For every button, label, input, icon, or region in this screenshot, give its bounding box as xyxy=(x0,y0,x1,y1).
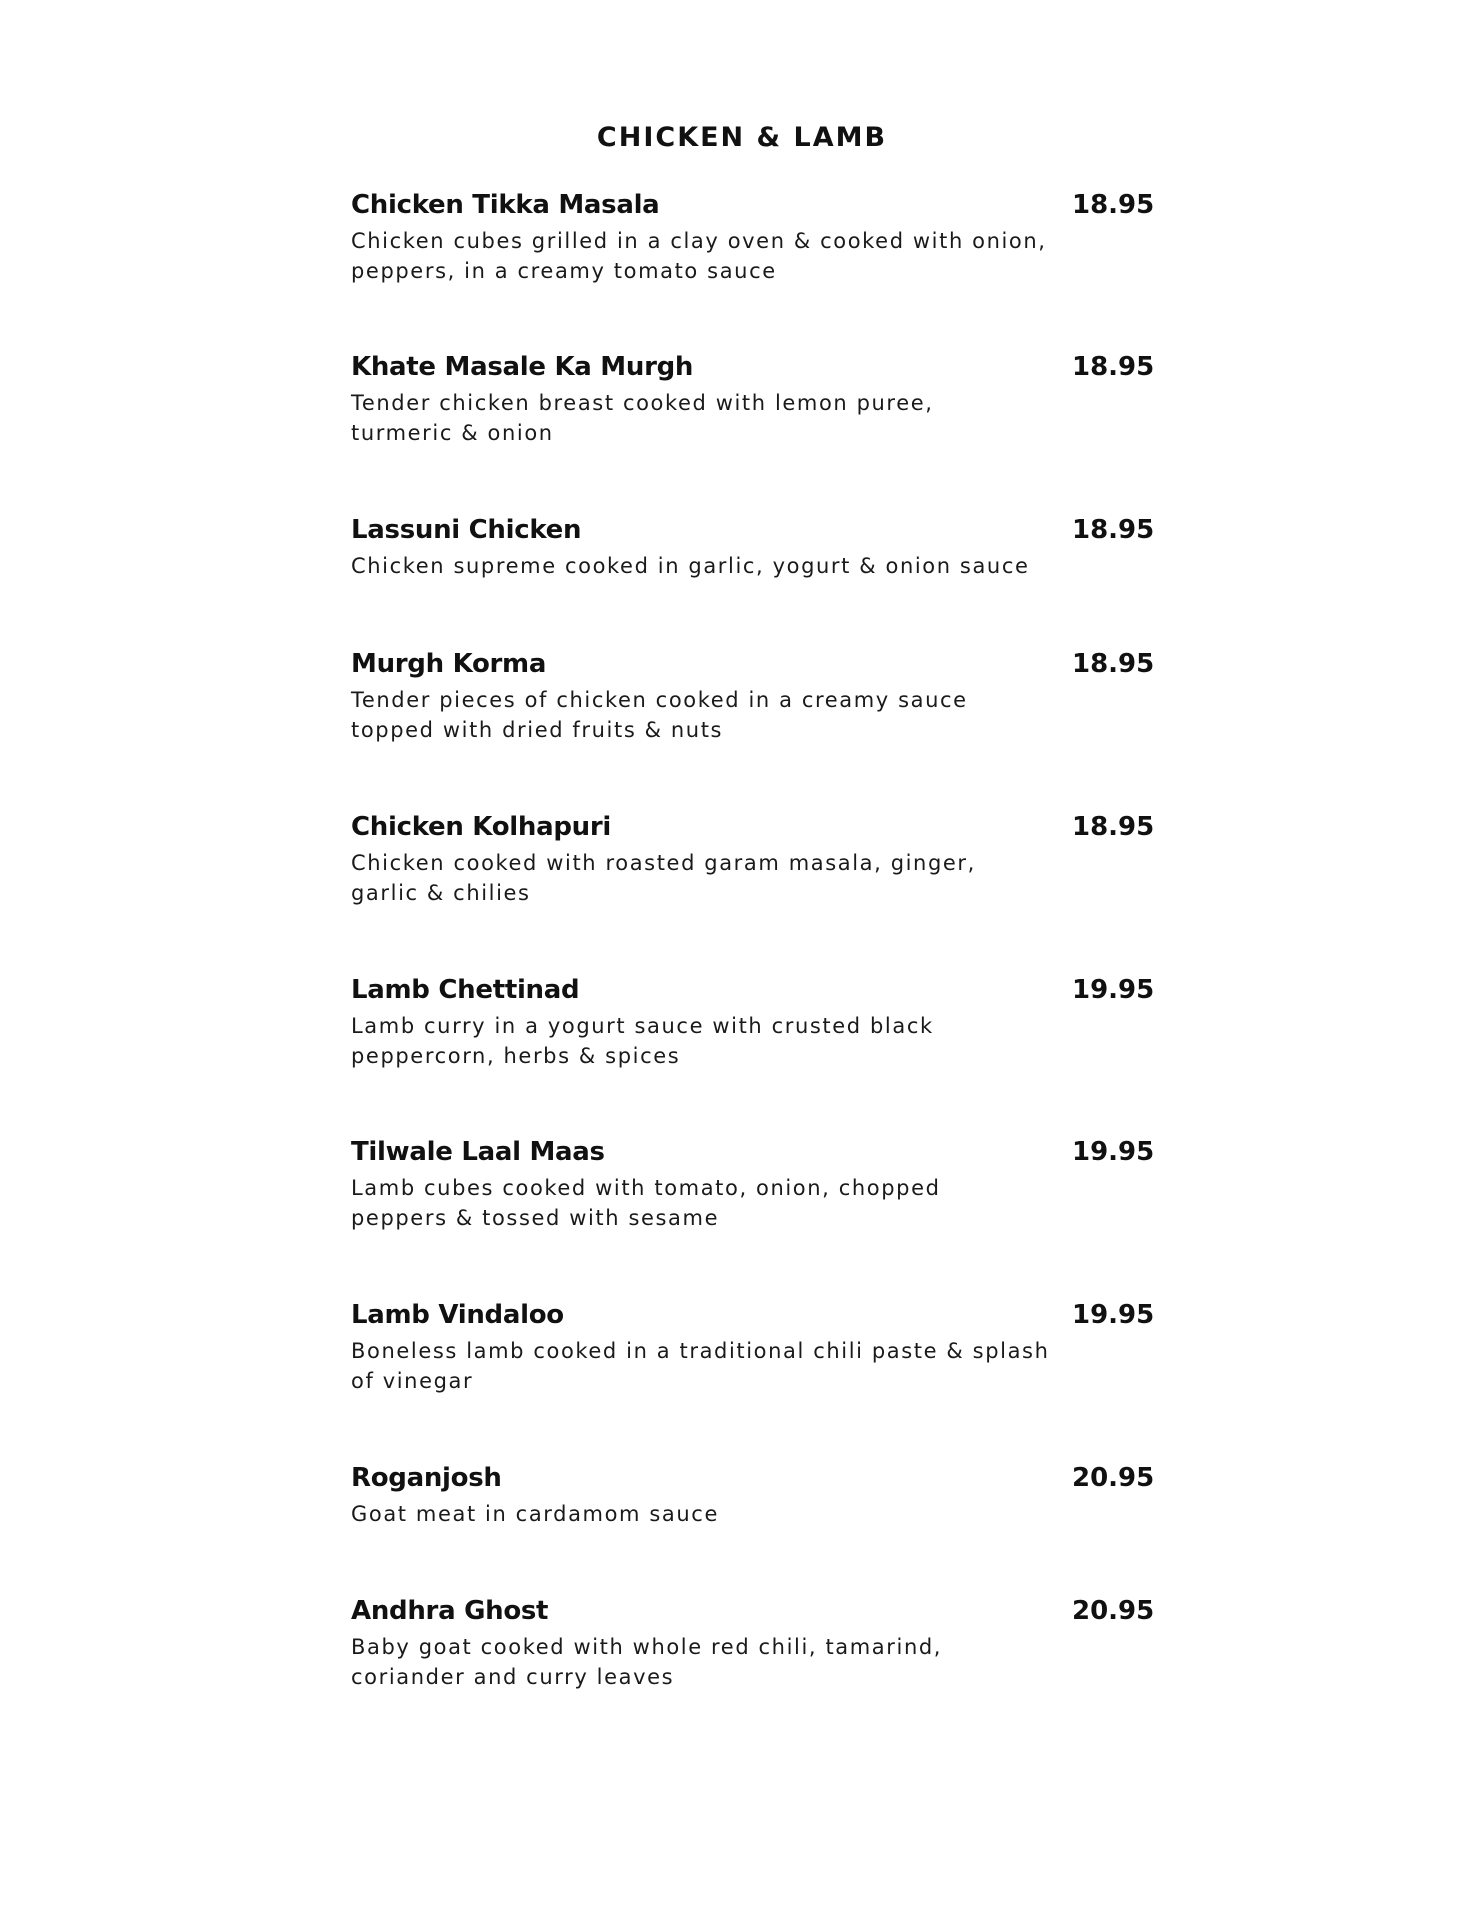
item-description-line: peppers, in a creamy tomato sauce xyxy=(351,259,777,283)
item-price: 19.95 xyxy=(1072,975,1155,1005)
item-description-line: Baby goat cooked with whole red chili, tamarind, xyxy=(351,1635,943,1659)
item-name: Lamb Vindaloo xyxy=(351,1300,564,1330)
item-price: 19.95 xyxy=(1072,1300,1155,1330)
item-description-line: Lamb curry in a yogurt sauce with crusted black xyxy=(351,1014,934,1038)
item-price: 18.95 xyxy=(1072,812,1155,842)
item-description-line: Boneless lamb cooked in a traditional chili paste & splash xyxy=(351,1339,1050,1363)
item-name: Andhra Ghost xyxy=(351,1596,549,1626)
item-name: Lassuni Chicken xyxy=(351,515,582,545)
item-description xyxy=(351,388,1071,448)
item-price: 18.95 xyxy=(1072,649,1155,679)
item-price: 20.95 xyxy=(1072,1463,1155,1493)
item-description-line: turmeric & onion xyxy=(351,421,554,445)
item-description xyxy=(351,551,1071,581)
item-description xyxy=(351,1173,1071,1233)
item-price: 18.95 xyxy=(1072,515,1155,545)
item-description-line: Goat meat in cardamom sauce xyxy=(351,1502,719,1526)
item-description-line: Tender chicken breast cooked with lemon puree, xyxy=(351,391,934,415)
item-description xyxy=(351,226,1071,286)
item-price: 20.95 xyxy=(1072,1596,1155,1626)
item-description xyxy=(351,1499,1071,1529)
item-description-line: peppers & tossed with sesame xyxy=(351,1206,720,1230)
item-name: Chicken Tikka Masala xyxy=(351,190,660,220)
item-description-line: Chicken cooked with roasted garam masala, ginger, xyxy=(351,851,976,875)
item-description-line: Lamb cubes cooked with tomato, onion, chopped xyxy=(351,1176,941,1200)
item-description-line: garlic & chilies xyxy=(351,881,531,905)
item-price: 18.95 xyxy=(1072,190,1155,220)
item-description-line: coriander and curry leaves xyxy=(351,1665,675,1689)
item-price: 18.95 xyxy=(1072,352,1155,382)
item-name: Roganjosh xyxy=(351,1463,502,1493)
item-name: Lamb Chettinad xyxy=(351,975,580,1005)
item-description-line: topped with dried fruits & nuts xyxy=(351,718,724,742)
item-description xyxy=(351,685,1071,745)
item-description-line: Tender pieces of chicken cooked in a creamy sauce xyxy=(351,688,968,712)
item-description-line: Chicken cubes grilled in a clay oven & cooked with onion, xyxy=(351,229,1047,253)
item-description-line: peppercorn, herbs & spices xyxy=(351,1044,681,1068)
item-price: 19.95 xyxy=(1072,1137,1155,1167)
section-title: CHICKEN & LAMB xyxy=(596,122,888,153)
item-name: Tilwale Laal Maas xyxy=(351,1137,605,1167)
item-description-line: Chicken supreme cooked in garlic, yogurt & onion sauce xyxy=(351,554,1030,578)
item-name: Chicken Kolhapuri xyxy=(351,812,611,842)
item-description-line: of vinegar xyxy=(351,1369,474,1393)
item-description xyxy=(351,848,1071,908)
item-description xyxy=(351,1011,1071,1071)
item-name: Khate Masale Ka Murgh xyxy=(351,352,694,382)
item-description xyxy=(351,1632,1071,1692)
item-name: Murgh Korma xyxy=(351,649,547,679)
item-description xyxy=(351,1336,1071,1396)
